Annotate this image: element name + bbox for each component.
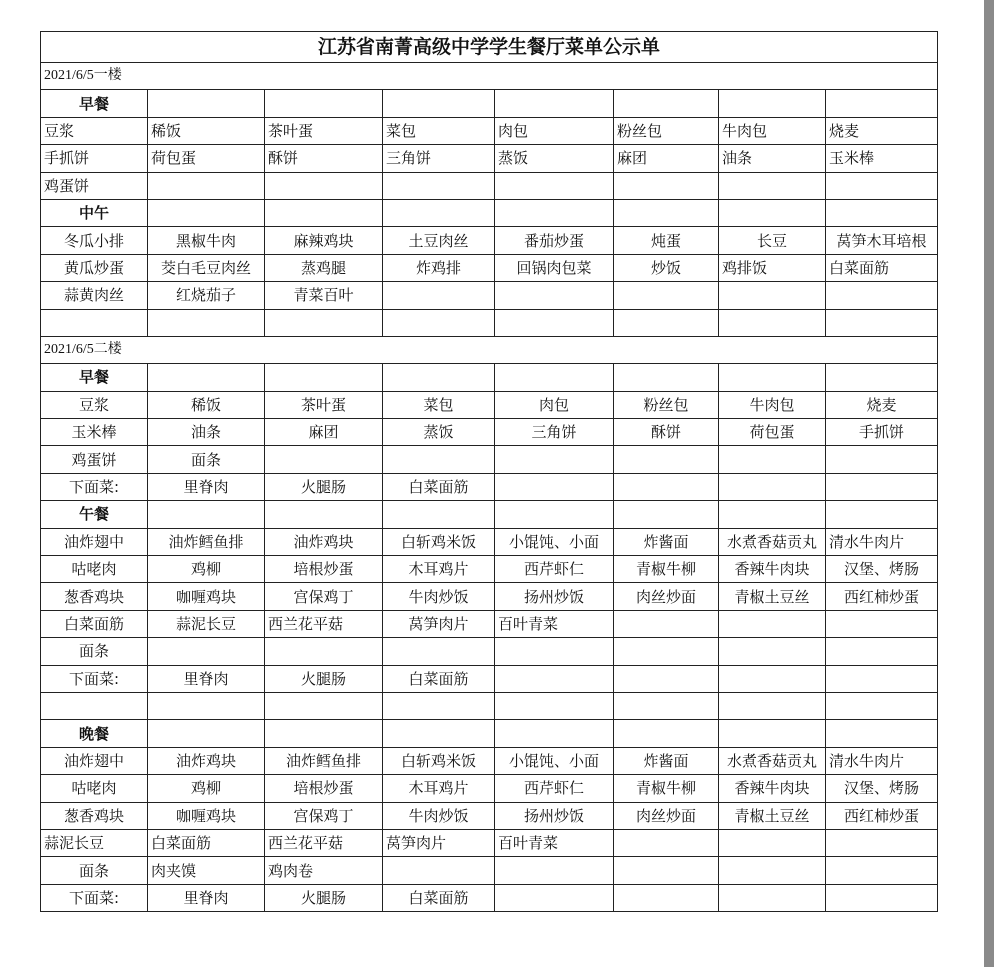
menu-cell: 西红柿炒蛋 [826, 802, 938, 829]
table-row [41, 364, 938, 391]
table-row [41, 884, 938, 911]
menu-cell: 火腿肠 [265, 473, 383, 500]
row-label-cell: 黄瓜炒蛋 [41, 254, 148, 281]
menu-cell: 蒸饭 [495, 145, 614, 172]
menu-cell: 香辣牛肉块 [719, 775, 826, 802]
menu-cell: 荷包蛋 [148, 145, 265, 172]
menu-cell [719, 638, 826, 665]
menu-cell [614, 884, 719, 911]
menu-cell [265, 364, 383, 391]
menu-cell: 里脊肉 [148, 665, 265, 692]
row-label-cell: 玉米棒 [41, 419, 148, 446]
menu-cell: 扬州炒饭 [495, 583, 614, 610]
menu-cell: 青椒土豆丝 [719, 583, 826, 610]
menu-cell [148, 172, 265, 199]
menu-cell: 酥饼 [614, 419, 719, 446]
menu-cell [614, 829, 719, 856]
menu-cell: 西兰花平菇 [265, 829, 383, 856]
menu-cell: 炖蛋 [614, 227, 719, 254]
table-row [41, 90, 938, 117]
menu-cell [383, 692, 495, 719]
menu-cell [826, 199, 938, 226]
menu-cell: 扬州炒饭 [495, 802, 614, 829]
menu-cell [383, 638, 495, 665]
menu-cell [148, 199, 265, 226]
menu-cell: 麻团 [265, 419, 383, 446]
menu-cell: 稀饭 [148, 117, 265, 144]
menu-cell: 菜包 [383, 117, 495, 144]
menu-cell: 白菜面筋 [383, 884, 495, 911]
menu-cell [719, 610, 826, 637]
menu-cell: 咖喱鸡块 [148, 802, 265, 829]
menu-cell [265, 309, 383, 336]
menu-cell: 面条 [148, 446, 265, 473]
menu-cell: 长豆 [719, 227, 826, 254]
table-row [41, 501, 938, 528]
menu-cell: 鸡柳 [148, 556, 265, 583]
menu-cell [265, 90, 383, 117]
menu-cell [148, 309, 265, 336]
row-label-cell [41, 692, 148, 719]
menu-cell: 肉包 [495, 391, 614, 418]
menu-cell [148, 364, 265, 391]
menu-cell [614, 501, 719, 528]
menu-cell: 麻辣鸡块 [265, 227, 383, 254]
menu-cell: 炒饭 [614, 254, 719, 281]
row-label-cell: 豆浆 [41, 391, 148, 418]
menu-cell [614, 90, 719, 117]
menu-cell [495, 282, 614, 309]
menu-cell: 火腿肠 [265, 884, 383, 911]
menu-cell [383, 501, 495, 528]
menu-cell [719, 90, 826, 117]
menu-cell: 菜包 [383, 391, 495, 418]
menu-cell [826, 720, 938, 747]
menu-cell [495, 446, 614, 473]
row-label-cell: 白菜面筋 [41, 610, 148, 637]
table-row [41, 747, 938, 774]
table-row [41, 638, 938, 665]
row-label-cell: 葱香鸡块 [41, 583, 148, 610]
row-label-cell: 下面菜: [41, 665, 148, 692]
menu-cell [614, 720, 719, 747]
menu-cell: 水煮香菇贡丸 [719, 747, 826, 774]
menu-cell: 茶叶蛋 [265, 391, 383, 418]
menu-cell [719, 501, 826, 528]
section-date-row [41, 336, 938, 363]
menu-cell [614, 172, 719, 199]
menu-cell: 莴笋肉片 [383, 610, 495, 637]
menu-cell: 茭白毛豆肉丝 [148, 254, 265, 281]
table-row [41, 665, 938, 692]
menu-cell [614, 364, 719, 391]
menu-cell [719, 857, 826, 884]
menu-cell: 木耳鸡片 [383, 556, 495, 583]
menu-cell [495, 172, 614, 199]
menu-cell: 蒸饭 [383, 419, 495, 446]
table-row [41, 802, 938, 829]
menu-cell: 木耳鸡片 [383, 775, 495, 802]
menu-cell [826, 829, 938, 856]
menu-cell: 牛肉包 [719, 117, 826, 144]
menu-cell [826, 638, 938, 665]
menu-cell: 油条 [719, 145, 826, 172]
row-label-cell: 葱香鸡块 [41, 802, 148, 829]
menu-cell [719, 309, 826, 336]
menu-cell [495, 638, 614, 665]
menu-cell [495, 884, 614, 911]
menu-cell: 白菜面筋 [148, 829, 265, 856]
menu-cell: 宫保鸡丁 [265, 583, 383, 610]
menu-cell: 三角饼 [495, 419, 614, 446]
menu-cell [719, 829, 826, 856]
table-row [41, 556, 938, 583]
menu-cell: 鸡柳 [148, 775, 265, 802]
menu-cell: 炸鸡排 [383, 254, 495, 281]
menu-cell: 粉丝包 [614, 117, 719, 144]
menu-cell: 油条 [148, 419, 265, 446]
menu-cell [826, 282, 938, 309]
row-label-cell: 中午 [41, 199, 148, 226]
menu-cell [719, 199, 826, 226]
row-label-cell: 豆浆 [41, 117, 148, 144]
menu-cell: 清水牛肉片 [826, 528, 938, 555]
table-row [41, 720, 938, 747]
menu-cell [495, 309, 614, 336]
table-row [41, 254, 938, 281]
menu-cell: 小馄饨、小面 [495, 528, 614, 555]
menu-cell [614, 692, 719, 719]
menu-cell: 油炸鳕鱼排 [265, 747, 383, 774]
menu-cell: 炸酱面 [614, 528, 719, 555]
row-label-cell: 油炸翅中 [41, 528, 148, 555]
menu-cell [719, 364, 826, 391]
menu-cell: 酥饼 [265, 145, 383, 172]
row-label-cell: 晚餐 [41, 720, 148, 747]
row-label-cell: 冬瓜小排 [41, 227, 148, 254]
menu-cell: 西芹虾仁 [495, 556, 614, 583]
menu-cell [265, 501, 383, 528]
menu-cell [495, 501, 614, 528]
menu-cell [383, 199, 495, 226]
menu-cell: 白斩鸡米饭 [383, 528, 495, 555]
menu-cell: 手抓饼 [826, 419, 938, 446]
menu-cell: 青椒牛柳 [614, 556, 719, 583]
menu-cell: 粉丝包 [614, 391, 719, 418]
menu-cell [719, 692, 826, 719]
table-row [41, 857, 938, 884]
menu-cell: 西红柿炒蛋 [826, 583, 938, 610]
table-row [41, 692, 938, 719]
menu-cell: 西芹虾仁 [495, 775, 614, 802]
menu-cell [265, 692, 383, 719]
menu-cell: 牛肉炒饭 [383, 802, 495, 829]
menu-cell: 青菜百叶 [265, 282, 383, 309]
menu-cell: 咖喱鸡块 [148, 583, 265, 610]
table-row [41, 145, 938, 172]
title-row [41, 32, 938, 63]
table-row [41, 117, 938, 144]
menu-cell: 肉夹馍 [148, 857, 265, 884]
menu-cell: 汉堡、烤肠 [826, 775, 938, 802]
menu-cell [826, 665, 938, 692]
menu-cell [495, 199, 614, 226]
menu-cell [148, 501, 265, 528]
menu-cell: 炸酱面 [614, 747, 719, 774]
row-label-cell: 鸡蛋饼 [41, 172, 148, 199]
row-label-cell: 咕咾肉 [41, 556, 148, 583]
menu-cell [826, 172, 938, 199]
menu-cell [495, 90, 614, 117]
menu-cell [495, 857, 614, 884]
menu-cell: 牛肉炒饭 [383, 583, 495, 610]
menu-cell: 小馄饨、小面 [495, 747, 614, 774]
table-row [41, 282, 938, 309]
menu-cell [614, 473, 719, 500]
menu-cell [148, 692, 265, 719]
table-row [41, 583, 938, 610]
row-label-cell: 早餐 [41, 90, 148, 117]
menu-cell [265, 720, 383, 747]
table-row [41, 528, 938, 555]
section-date-row [41, 63, 938, 90]
menu-cell: 培根炒蛋 [265, 556, 383, 583]
menu-cell [826, 473, 938, 500]
menu-cell [826, 610, 938, 637]
scrollbar[interactable] [984, 0, 994, 967]
menu-cell: 油炸鳕鱼排 [148, 528, 265, 555]
menu-cell [614, 446, 719, 473]
menu-cell [826, 884, 938, 911]
row-label-cell: 蒜黄肉丝 [41, 282, 148, 309]
row-label-cell [41, 309, 148, 336]
menu-cell [148, 720, 265, 747]
menu-cell: 荷包蛋 [719, 419, 826, 446]
table-row [41, 172, 938, 199]
menu-cell: 宫保鸡丁 [265, 802, 383, 829]
menu-cell [495, 665, 614, 692]
menu-cell: 稀饭 [148, 391, 265, 418]
row-label-cell: 蒜泥长豆 [41, 829, 148, 856]
menu-cell: 茶叶蛋 [265, 117, 383, 144]
menu-cell: 培根炒蛋 [265, 775, 383, 802]
menu-cell [265, 199, 383, 226]
menu-table [40, 31, 938, 912]
menu-cell: 红烧茄子 [148, 282, 265, 309]
menu-cell: 回锅肉包菜 [495, 254, 614, 281]
menu-cell [495, 473, 614, 500]
menu-cell: 玉米棒 [826, 145, 938, 172]
menu-cell [719, 665, 826, 692]
menu-cell [719, 720, 826, 747]
row-label-cell: 手抓饼 [41, 145, 148, 172]
table-row [41, 199, 938, 226]
menu-cell: 油炸鸡块 [265, 528, 383, 555]
menu-cell [148, 638, 265, 665]
menu-cell [614, 282, 719, 309]
menu-cell: 白斩鸡米饭 [383, 747, 495, 774]
page-title: 江苏省南菁高级中学学生餐厅菜单公示单 [41, 32, 938, 63]
row-label-cell: 早餐 [41, 364, 148, 391]
menu-cell [383, 282, 495, 309]
row-label-cell: 咕咾肉 [41, 775, 148, 802]
menu-cell: 莴笋肉片 [383, 829, 495, 856]
menu-cell: 烧麦 [826, 391, 938, 418]
menu-cell [265, 638, 383, 665]
menu-cell [495, 364, 614, 391]
menu-cell: 牛肉包 [719, 391, 826, 418]
menu-cell: 里脊肉 [148, 473, 265, 500]
menu-cell [265, 172, 383, 199]
menu-cell: 油炸鸡块 [148, 747, 265, 774]
menu-cell [614, 638, 719, 665]
menu-cell [719, 282, 826, 309]
row-label-cell: 面条 [41, 638, 148, 665]
menu-cell [826, 501, 938, 528]
menu-cell [719, 473, 826, 500]
table-row [41, 309, 938, 336]
row-label-cell: 鸡蛋饼 [41, 446, 148, 473]
menu-cell: 鸡排饭 [719, 254, 826, 281]
section-date: 2021/6/5二楼 [41, 336, 938, 363]
menu-cell [495, 720, 614, 747]
menu-cell: 鸡肉卷 [265, 857, 383, 884]
menu-cell: 百叶青菜 [495, 610, 614, 637]
menu-cell [826, 446, 938, 473]
menu-cell [826, 364, 938, 391]
menu-cell [614, 610, 719, 637]
menu-cell: 清水牛肉片 [826, 747, 938, 774]
menu-cell: 汉堡、烤肠 [826, 556, 938, 583]
menu-cell [383, 720, 495, 747]
menu-cell [614, 199, 719, 226]
menu-cell: 西兰花平菇 [265, 610, 383, 637]
row-label-cell: 面条 [41, 857, 148, 884]
table-row [41, 829, 938, 856]
menu-cell [719, 446, 826, 473]
menu-cell [614, 665, 719, 692]
menu-cell [383, 172, 495, 199]
table-row [41, 227, 938, 254]
menu-cell: 肉包 [495, 117, 614, 144]
menu-cell: 番茄炒蛋 [495, 227, 614, 254]
menu-cell [383, 309, 495, 336]
menu-cell: 土豆肉丝 [383, 227, 495, 254]
menu-cell: 白菜面筋 [383, 473, 495, 500]
table-row [41, 473, 938, 500]
menu-cell: 里脊肉 [148, 884, 265, 911]
menu-cell: 水煮香菇贡丸 [719, 528, 826, 555]
menu-cell: 白菜面筋 [826, 254, 938, 281]
menu-cell: 白菜面筋 [383, 665, 495, 692]
table-row [41, 446, 938, 473]
menu-cell [826, 90, 938, 117]
row-label-cell: 下面菜: [41, 473, 148, 500]
row-label-cell: 下面菜: [41, 884, 148, 911]
menu-cell [148, 90, 265, 117]
table-row [41, 419, 938, 446]
menu-cell [383, 364, 495, 391]
menu-cell [383, 90, 495, 117]
menu-cell: 肉丝炒面 [614, 583, 719, 610]
menu-cell [719, 172, 826, 199]
menu-cell: 百叶青菜 [495, 829, 614, 856]
row-label-cell: 油炸翅中 [41, 747, 148, 774]
menu-cell [383, 446, 495, 473]
menu-cell [495, 692, 614, 719]
table-row [41, 610, 938, 637]
table-row [41, 775, 938, 802]
menu-cell: 烧麦 [826, 117, 938, 144]
menu-cell [719, 884, 826, 911]
row-label-cell: 午餐 [41, 501, 148, 528]
menu-cell [826, 692, 938, 719]
menu-cell [826, 857, 938, 884]
menu-cell: 青椒土豆丝 [719, 802, 826, 829]
menu-cell: 香辣牛肉块 [719, 556, 826, 583]
menu-cell: 麻团 [614, 145, 719, 172]
menu-cell: 黑椒牛肉 [148, 227, 265, 254]
menu-cell: 蒜泥长豆 [148, 610, 265, 637]
menu-cell [614, 309, 719, 336]
menu-cell: 蒸鸡腿 [265, 254, 383, 281]
section-date: 2021/6/5一楼 [41, 63, 938, 90]
menu-cell [265, 446, 383, 473]
menu-cell: 火腿肠 [265, 665, 383, 692]
menu-cell [383, 857, 495, 884]
table-row [41, 391, 938, 418]
menu-cell: 三角饼 [383, 145, 495, 172]
menu-cell [826, 309, 938, 336]
menu-cell [614, 857, 719, 884]
menu-cell: 青椒牛柳 [614, 775, 719, 802]
menu-cell: 莴笋木耳培根 [826, 227, 938, 254]
menu-cell: 肉丝炒面 [614, 802, 719, 829]
